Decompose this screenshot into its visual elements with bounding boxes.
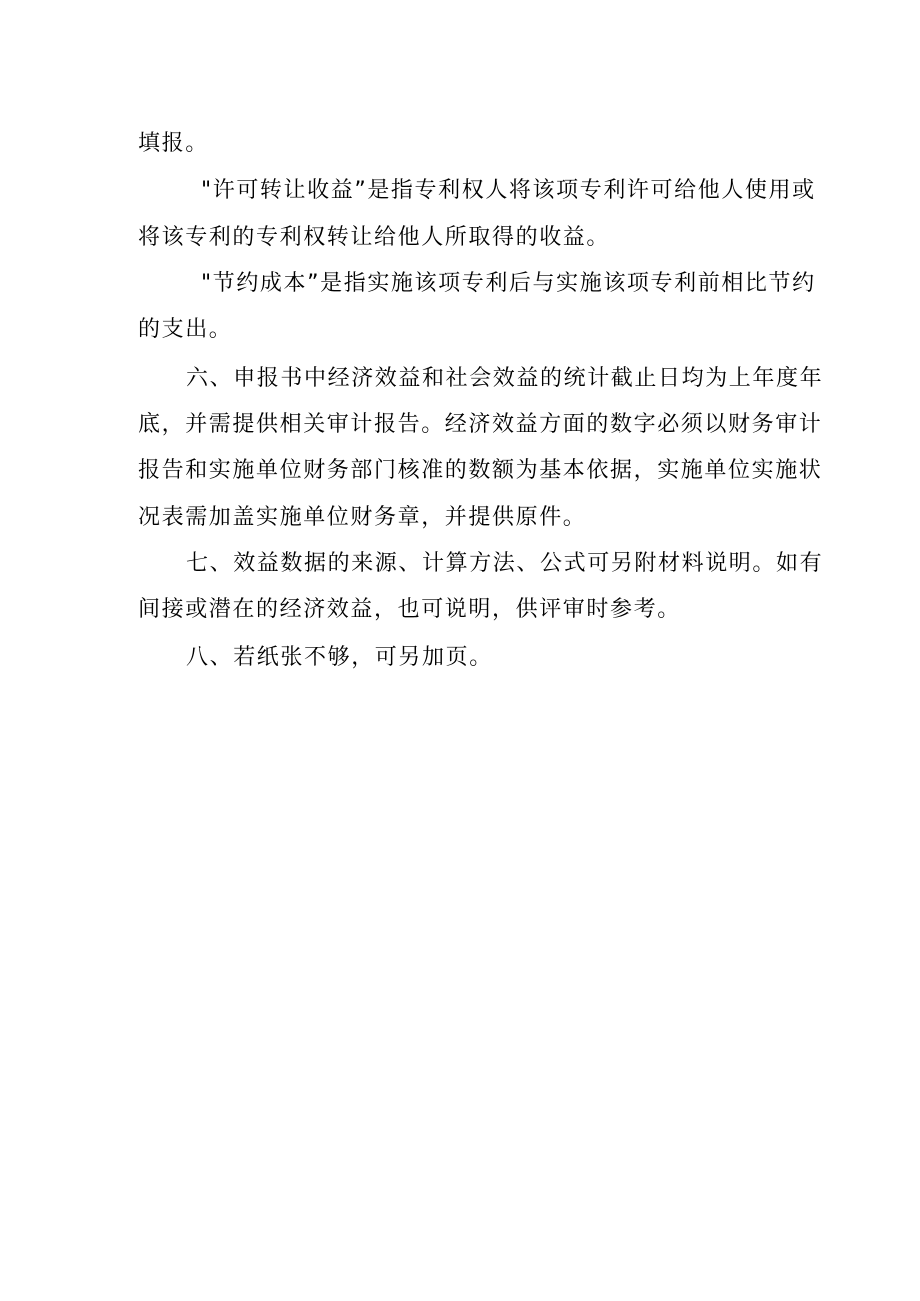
- text-line-item-6-cont-1: 底，并需提供相关审计报告。经济效益方面的数字必须以财务审计: [138, 412, 823, 437]
- text-line-cost-saving-def-cont: 的支出。: [138, 317, 233, 342]
- text-line-continuation: 填报。: [138, 131, 209, 156]
- text-line-item-6: 六、申报书中经济效益和社会效益的统计截止日均为上年度年: [186, 366, 824, 391]
- text-line-license-income-def-cont: 将该专利的专利权转让给他人所取得的收益。: [138, 225, 611, 250]
- text-line-item-7: 七、效益数据的来源、计算方法、公式可另附材料说明。如有: [186, 551, 824, 576]
- text-line-item-7-cont: 间接或潜在的经济效益，也可说明，供评审时参考。: [138, 597, 681, 622]
- text-line-cost-saving-def: "节约成本”是指实施该项专利后与实施该项专利前相比节约: [201, 271, 816, 296]
- text-line-item-8: 八、若纸张不够，可另加页。: [186, 645, 493, 670]
- text-line-item-6-cont-3: 况表需加盖实施单位财务章，并提供原件。: [138, 505, 587, 530]
- text-line-item-6-cont-2: 报告和实施单位财务部门核准的数额为基本依据，实施单位实施状: [138, 458, 823, 483]
- text-line-license-income-def: "许可转让收益”是指专利权人将该项专利许可给他人使用或: [201, 178, 816, 203]
